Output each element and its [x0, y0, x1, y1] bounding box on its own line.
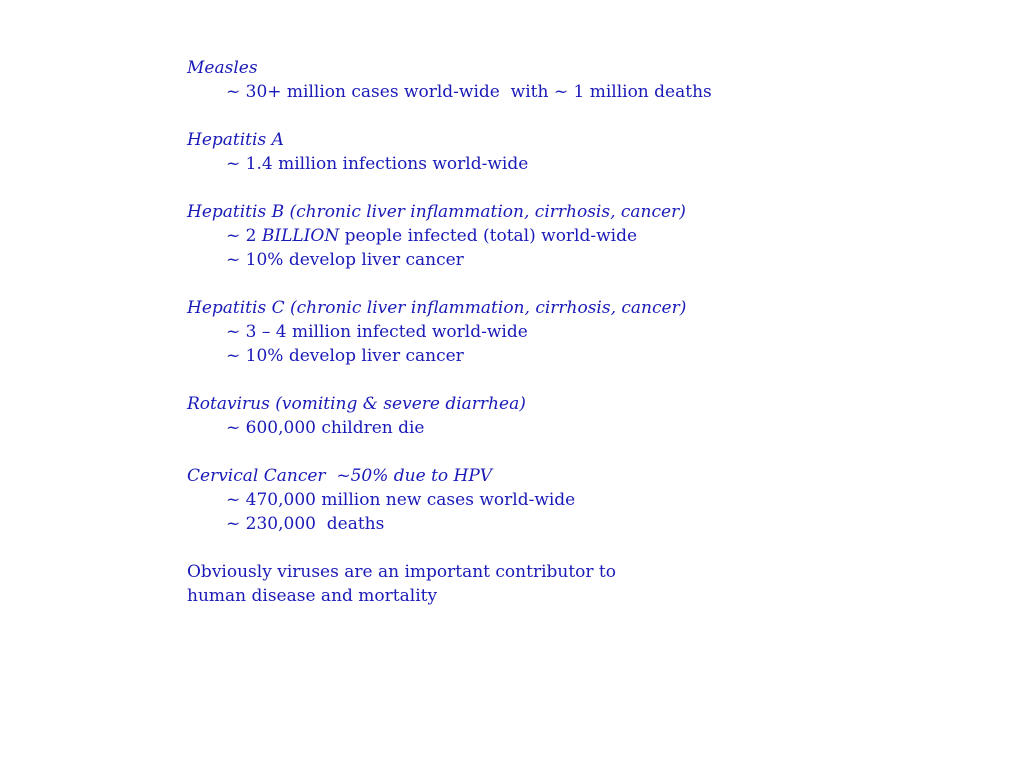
measles-cases-line: ~ 30+ million cases world-wide with ~ 1 million deaths	[226, 82, 712, 102]
cervical-cancer-heading: Cervical Cancer ~50% due to HPV	[187, 466, 493, 486]
rotavirus-deaths-line: ~ 600,000 children die	[226, 418, 425, 438]
measles-section	[187, 56, 947, 104]
hepatitis-b-cancer-line: ~ 10% develop liver cancer	[226, 250, 464, 270]
conclusion-line-1: Obviously viruses are an important contributor to	[187, 562, 617, 582]
hepatitis-a-section	[187, 128, 947, 176]
hepatitis-b-infected-suffix: people infected (total) world-wide	[339, 226, 638, 246]
hepatitis-b-heading: Hepatitis B (chronic liver inflammation, cirrhosis, cancer)	[187, 202, 686, 222]
hepatitis-b-section	[187, 200, 947, 272]
measles-heading: Measles	[187, 58, 258, 78]
hepatitis-c-infected-line: ~ 3 – 4 million infected world-wide	[226, 322, 528, 342]
slide-content	[187, 56, 947, 632]
rotavirus-heading: Rotavirus (vomiting & severe diarrhea)	[187, 394, 526, 414]
cervical-cancer-deaths-line: ~ 230,000 deaths	[226, 514, 385, 534]
hepatitis-c-section	[187, 296, 947, 368]
hepatitis-b-infected-prefix: ~ 2	[226, 226, 262, 246]
hepatitis-b-billion-emphasis: BILLION	[261, 226, 340, 246]
hepatitis-b-infected-line	[187, 224, 947, 248]
cervical-cancer-section	[187, 464, 947, 536]
conclusion-line-2: human disease and mortality	[187, 586, 438, 606]
hepatitis-a-heading: Hepatitis A	[187, 130, 284, 150]
hepatitis-c-cancer-line: ~ 10% develop liver cancer	[226, 346, 464, 366]
hepatitis-a-infections-line: ~ 1.4 million infections world-wide	[226, 154, 529, 174]
hepatitis-c-heading: Hepatitis C (chronic liver inflammation, cirrhosis, cancer)	[187, 298, 687, 318]
conclusion-section	[187, 560, 947, 608]
rotavirus-section	[187, 392, 947, 440]
cervical-cancer-cases-line: ~ 470,000 million new cases world-wide	[226, 490, 576, 510]
